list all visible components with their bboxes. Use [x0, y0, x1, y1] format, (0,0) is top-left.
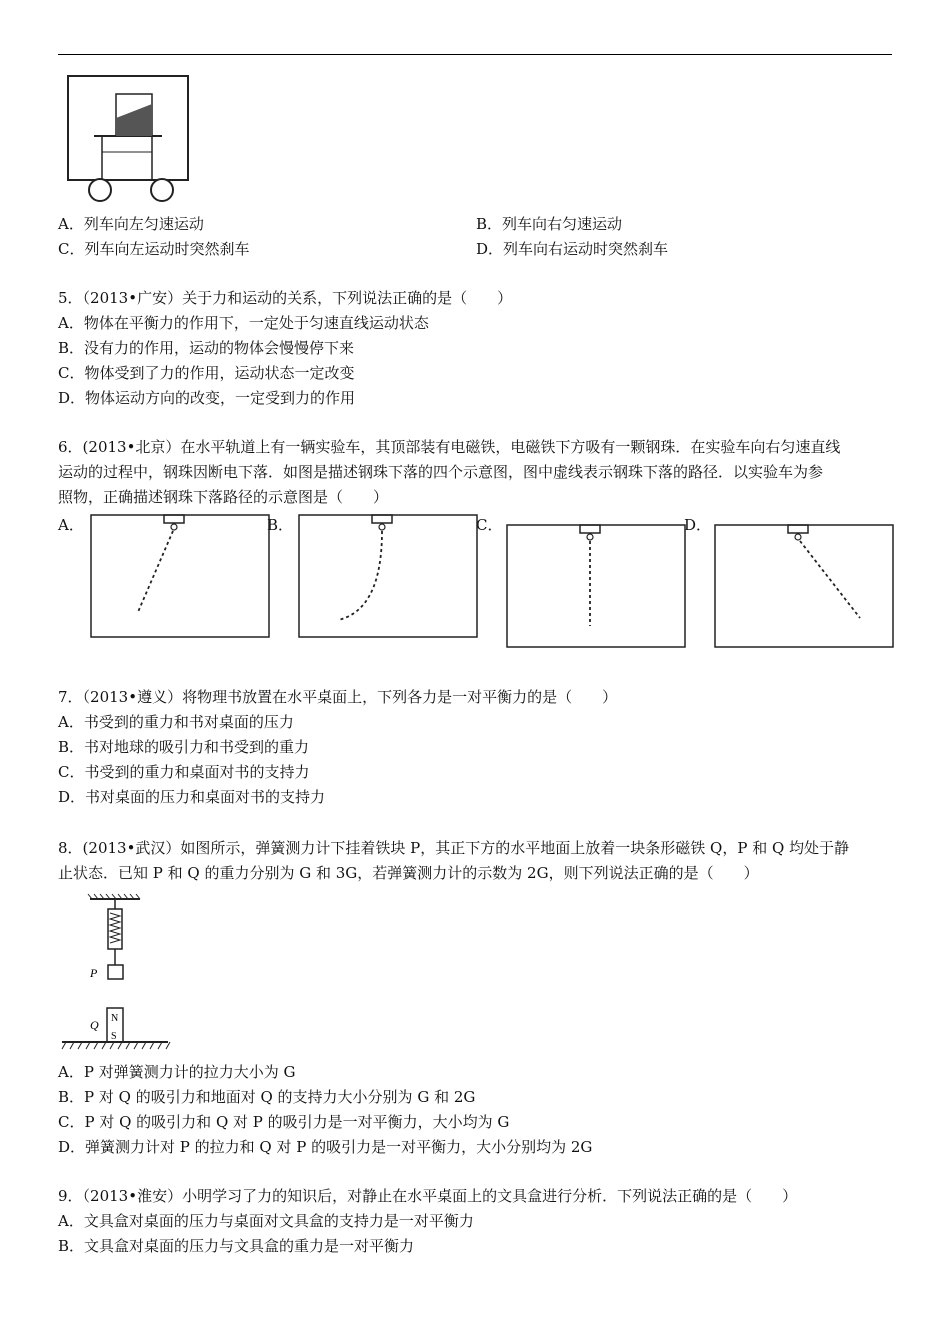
q8-option-b: B．P 对 Q 的吸引力和地面对 Q 的支持力大小分别为 G 和 2G [58, 1088, 476, 1106]
q8-label-p: P [90, 966, 98, 980]
q6-label-d: D． [684, 516, 712, 534]
q8-label-n: N [111, 1013, 119, 1024]
q6-stem-line-3: 照物，正确描述钢珠下落路径的示意图是（ ） [58, 488, 389, 506]
q7-option-a: A．书受到的重力和书对桌面的压力 [58, 713, 294, 731]
q9-option-b: B．文具盒对桌面的压力与文具盒的重力是一对平衡力 [58, 1237, 415, 1255]
q8-figure [60, 893, 180, 1053]
q5-option-b: B．没有力的作用，运动的物体会慢慢停下来 [58, 339, 355, 357]
q5-option-c: C．物体受到了力的作用，运动状态一定改变 [58, 364, 355, 382]
q7-option-d: D．书对桌面的压力和桌面对书的支持力 [58, 788, 326, 806]
q6-diagram-b [298, 514, 478, 638]
q6-label-c: C． [476, 516, 503, 534]
q5-stem: 5．（2013•广安）关于力和运动的关系，下列说法正确的是（ ） [58, 289, 513, 307]
q5-option-a: A．物体在平衡力的作用下，一定处于匀速直线运动状态 [58, 314, 429, 332]
q9-option-a: A．文具盒对桌面的压力与桌面对文具盒的支持力是一对平衡力 [58, 1212, 474, 1230]
q6-label-b: B． [267, 516, 294, 534]
q8-option-a: A．P 对弹簧测力计的拉力大小为 G [58, 1063, 296, 1081]
q4-option-a: A．列车向左匀速运动 [58, 215, 204, 233]
q8-label-s: S [111, 1031, 117, 1042]
q6-stem-line-1: 6．(2013•北京）在水平轨道上有一辆实验车，其顶部装有电磁铁，电磁铁下方吸有一颗钢珠．在实验车向右匀速直线 [58, 438, 841, 456]
q6-stem-line-2: 运动的过程中，钢珠因断电下落．如图是描述钢珠下落的四个示意图，图中虚线表示钢珠下落的路径．以实验车为参 [58, 463, 824, 481]
q8-option-c: C．P 对 Q 的吸引力和 Q 对 P 的吸引力是一对平衡力，大小均为 G [58, 1113, 510, 1131]
train-figure [64, 72, 194, 207]
q4-option-b: B．列车向右匀速运动 [476, 215, 623, 233]
q6-diagram-a [90, 514, 270, 638]
q7-stem: 7．（2013•遵义）将物理书放置在水平桌面上，下列各力是一对平衡力的是（ ） [58, 688, 618, 706]
q8-option-d: D．弹簧测力计对 P 的拉力和 Q 对 P 的吸引力是一对平衡力，大小分别均为 2G [58, 1138, 593, 1156]
q7-option-b: B．书对地球的吸引力和书受到的重力 [58, 738, 310, 756]
q6-diagram-d [714, 524, 894, 648]
q8-stem-line-1: 8．(2013•武汉）如图所示，弹簧测力计下挂着铁块 P，其正下方的水平地面上放着一块条形磁铁 Q，P 和 Q 均处于静 [58, 839, 850, 857]
q4-option-d: D．列车向右运动时突然刹车 [476, 240, 669, 258]
q6-label-a: A． [58, 516, 84, 534]
q4-option-c: C．列车向左运动时突然刹车 [58, 240, 250, 258]
q8-label-q: Q [90, 1018, 99, 1032]
header-rule [58, 54, 892, 55]
q9-stem: 9．（2013•淮安）小明学习了力的知识后，对静止在水平桌面上的文具盒进行分析．下列说法正确的是（ ） [58, 1187, 798, 1205]
q5-option-d: D．物体运动方向的改变，一定受到力的作用 [58, 389, 356, 407]
q6-diagram-c [506, 524, 686, 648]
q8-stem-line-2: 止状态．已知 P 和 Q 的重力分别为 G 和 3G，若弹簧测力计的示数为 2G，则下列说法正确的是（ ） [58, 864, 759, 882]
q7-option-c: C．书受到的重力和桌面对书的支持力 [58, 763, 310, 781]
